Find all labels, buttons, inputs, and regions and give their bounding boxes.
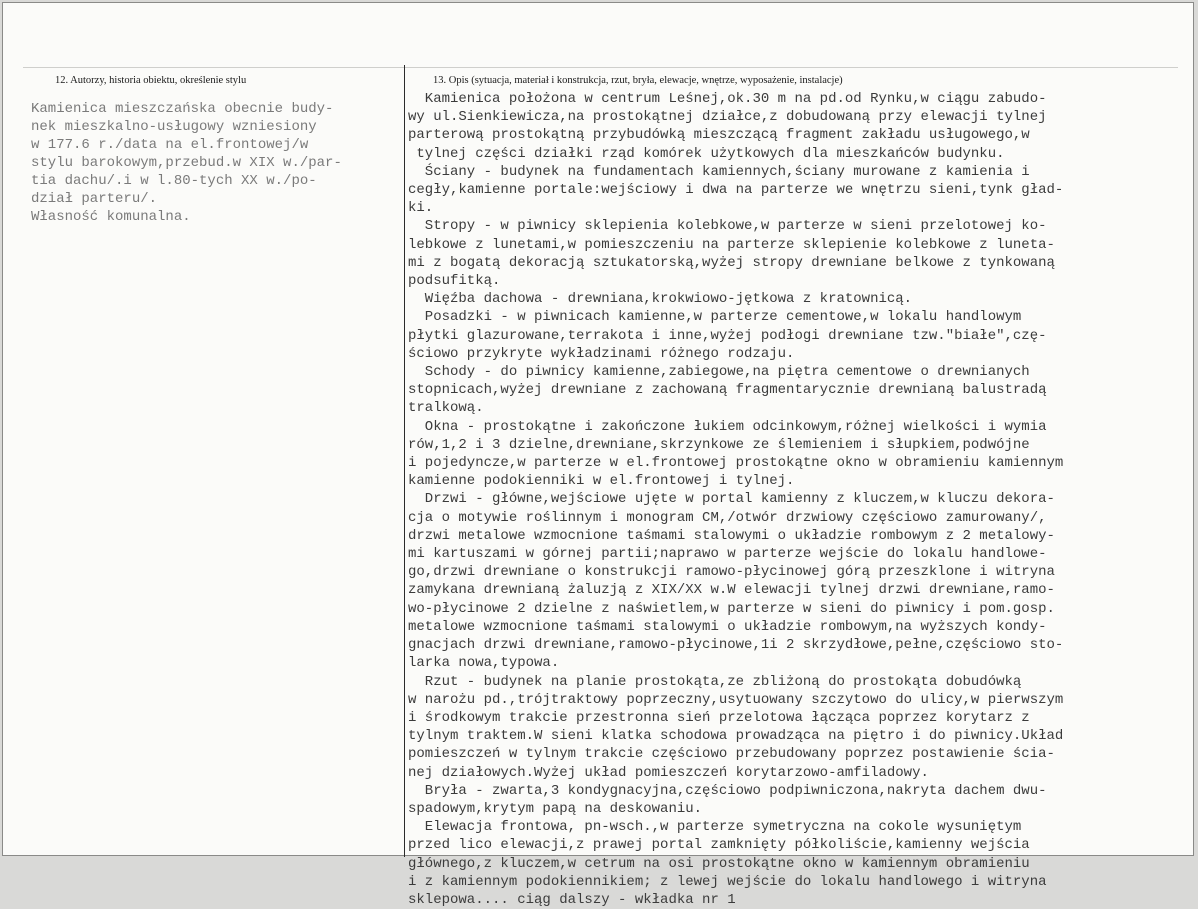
text-line: pomieszczeń w tylnym trakcie częściowo przebudowany poprzez postawienie ścia- [408, 746, 1055, 763]
text-line: tylnej części działki rząd komórek użytkowych dla mieszkańców budynku. [408, 145, 1005, 162]
text-line: metalowe wzmocnione taśmami stalowymi o układzie rombowym,na wyższych kondy- [408, 618, 1047, 635]
text-line: stopnicach,wyżej drewniane z zachowaną fragmentarycznie drewnianą balustradą [408, 382, 1047, 399]
text-line: Rzut - budynek na planie prostokąta,ze zbliżoną do prostokąta dobudówką [408, 673, 1022, 690]
text-line: tralkową. [408, 400, 484, 417]
column-divider [404, 65, 405, 857]
text-line: Własność komunalna. [31, 209, 191, 225]
text-line: tylnym traktem.W sieni klatka schodowa prowadząca na piętro i do piwnicy.Układ [408, 728, 1064, 745]
text-line: zamykana drewnianą żaluzją z XIX/XX w.W elewacji tylnej drzwi drewniane,ramo- [408, 582, 1055, 599]
authors-history-text [31, 100, 401, 226]
text-line: mi kartuszami w górnej partii;naprawo w parterze wejście do lokalu handlowe- [408, 546, 1047, 563]
text-line: sklepowa.... ciąg dalszy - wkładka nr 1 [408, 891, 736, 908]
text-line: głównego,z kluczem,w cetrum na osi prostokątne okno w kamiennym obramieniu [408, 855, 1030, 872]
text-line: gnacjach drzwi drewniane,ramowo-płycinowe,1i 2 skrzydłowe,pełne,częściowo sto- [408, 637, 1064, 654]
text-line: Stropy - w piwnicy sklepienia kolebkowe,w parterze w sieni przelotowej ko- [408, 218, 1047, 235]
description-text [408, 90, 1198, 909]
text-line: stylu barokowym,przebud.w XIX w./par- [31, 155, 342, 171]
text-line: mi z bogatą dekoracją sztukatorską,wyżej stropy drewniane belkowe z tynkowaną [408, 254, 1055, 271]
text-line: go,drzwi drewniane o konstrukcji ramowo-płycinowej górą przeszklone i witryna [408, 564, 1055, 581]
text-line: i środkowym trakcie przestronna sień przelotowa łącząca poprzez korytarz z [408, 709, 1030, 726]
text-line: Okna - prostokątne i zakończone łukiem odcinkowym,różnej wielkości i wymia [408, 418, 1047, 435]
text-line: nek mieszkalno-usługowy wzniesiony [31, 119, 317, 135]
text-line: Ściany - budynek na fundamentach kamiennych,ściany murowane z kamienia i [408, 163, 1030, 180]
text-line: ki. [408, 200, 434, 217]
text-line: Posadzki - w piwnicach kamienne,w parterze cementowe,w lokalu handlowym [408, 309, 1022, 326]
text-line: ściowo przykryte wykładzinami różnego rodzaju. [408, 345, 795, 362]
text-line: nej działowych.Wyżej układ pomieszczeń korytarzowo-amfiladowy. [408, 764, 929, 781]
text-line: Więźba dachowa - drewniana,krokwiowo-jętkowa z kratownicą. [408, 291, 913, 308]
text-line: przed lico elewacji,z prawej portal zamknięty półkoliście,kamienny wejścia [408, 837, 1030, 854]
text-line: spadowym,krytym papą na deskowaniu. [408, 800, 703, 817]
text-line: larka nowa,typowa. [408, 655, 560, 672]
text-line: drzwi metalowe wzmocnione taśmami stalowymi o układzie rombowym z 2 metalowy- [408, 527, 1055, 544]
text-line: wo-płycinowe 2 dzielne z naświetlem,w parterze w sieni do piwnicy i pom.gosp. [408, 600, 1055, 617]
section-12-header: 12. Autorzy, historia obiektu, określenie stylu [55, 75, 247, 86]
text-line: rów,1,2 i 3 dzielne,drewniane,skrzynkowe ze ślemieniem i słupkiem,podwójne [408, 436, 1030, 453]
text-line: wy ul.Sienkiewicza,na prostokątnej działce,z dobudowaną przy elewacji tylnej [408, 109, 1047, 126]
text-line: płytki glazurowane,terrakota i inne,wyżej podłogi drewniane tzw."białe",czę- [408, 327, 1047, 344]
text-line: Kamienica mieszczańska obecnie budy- [31, 101, 334, 117]
document-sheet [2, 2, 1194, 908]
text-line: kamienne podokienniki w el.frontowej i tylnej. [408, 473, 795, 490]
text-line: Bryła - zwarta,3 kondygnacyjna,częściowo podpiwniczona,nakryta dachem dwu- [408, 782, 1047, 799]
text-line: i pojedyncze,w parterze w el.frontowej prostokątne okno w obramieniu kamiennym [408, 455, 1064, 472]
text-line: Schody - do piwnicy kamienne,zabiegowe,na piętra cementowe o drewnianych [408, 364, 1030, 381]
text-line: dział parteru/. [31, 191, 158, 207]
text-line: w 177.6 r./data na el.frontowej/w [31, 137, 309, 153]
text-line: parterową prostokątną przybudówką mieszczącą fragment zakładu usługowego,w [408, 127, 1030, 144]
section-13-header: 13. Opis (sytuacja, materiał i konstrukcja, rzut, bryła, elewacje, wnętrze, wyposażenie, instalacje) [433, 75, 843, 86]
text-line: Drzwi - główne,wejściowe ujęte w portal kamienny z kluczem,w kluczu dekora- [408, 491, 1055, 508]
text-line: lebkowe z lunetami,w pomieszczeniu na parterze sklepienie kolebkowe z luneta- [408, 236, 1055, 253]
text-line: podsufitką. [408, 273, 501, 290]
text-line: i z kamiennym podokiennikiem; z lewej wejście do lokalu handlowego i witryna [408, 873, 1047, 890]
text-line: Elewacja frontowa, pn-wsch.,w parterze symetryczna na cokole wysuniętym [408, 819, 1022, 836]
text-line: w narożu pd.,trójtraktowy poprzeczny,usytuowany szczytowo do ulicy,w pierwszym [408, 691, 1064, 708]
top-rule [23, 67, 1178, 68]
text-line: cegły,kamienne portale:wejściowy i dwa na parterze we wnętrzu sieni,tynk gład- [408, 182, 1064, 199]
text-line: Kamienica położona w centrum Leśnej,ok.30 m na pd.od Rynku,w ciągu zabudo- [408, 91, 1047, 107]
text-line: tia dachu/.i w l.80-tych XX w./po- [31, 173, 317, 189]
text-line: cja o motywie roślinnym i monogram CM,/otwór drzwiowy częściowo zamurowany/, [408, 509, 1047, 526]
